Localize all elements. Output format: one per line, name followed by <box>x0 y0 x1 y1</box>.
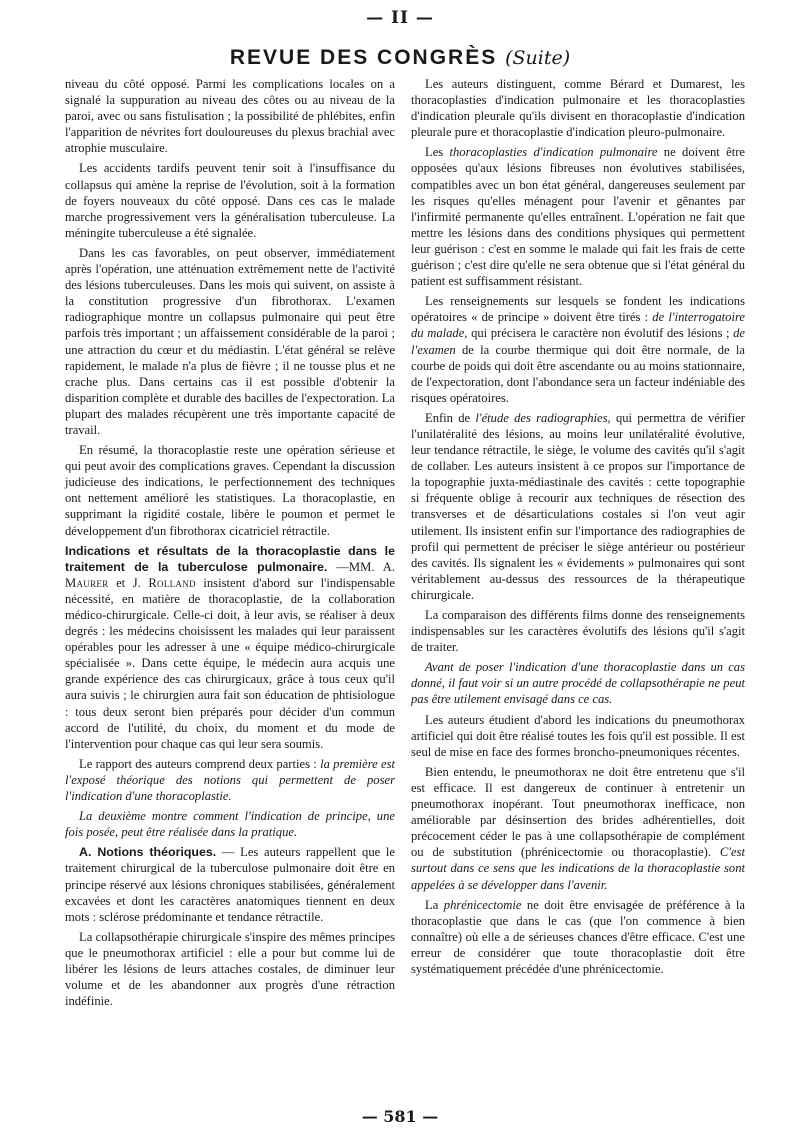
page-number-top: — II — <box>366 8 434 28</box>
paragraph <box>65 756 395 804</box>
text-run: Les <box>425 145 450 160</box>
text-run: — Les auteurs rappellent que le traitement chirurgical de la tuberculose pulmonaire doit être en principe réservé aux lésions chroniques stabilisées, généralement excavées et dont les caractères anatomiques tiennent en deux mots : sclérose prédominante et tendance rétractile. <box>65 845 395 924</box>
text-run: Enfin de <box>425 410 476 425</box>
italic-run: de l'examen <box>411 326 745 357</box>
italic-run: C'est surtout dans ce sens que les indications de la thoracoplastie sont appelées à se développer dans l'avenir. <box>411 845 745 892</box>
text-run: ne doit être envisagée de préférence à la thoracoplastie que dans le cas (que l'on commence à bien connaître) où elle a de sérieuses chances d'être efficace. C'est une erreur de considérer que toute thoracoplastie doit être systématiquement précédée d'une phrénicectomie. <box>411 897 745 976</box>
section-heading: A. Notions théoriques. <box>79 845 217 860</box>
text-run: , qui permettra de vérifier l'unilatéralité des lésions, au moins leur unilatéralité évolutive, leur tendance rétractile, le siège, le volume des cavités qu'il s'agit de collaber. Les auteurs insistent à ce propos sur l'importance de la topographie juxta-médiastinale des cavités : cette topographie si fréquente oblige à recourir aux techniques de résection des transverses et de désarticulations costales si l'on veut agir utilement. Ils insistent enfin sur l'importance des radiographies de profil qui permettent de préciser le siège antérieur ou postérieur des cavités. Ils signalent les « évidements » pulmonaires qui sont véritablement au-dessus des ressources de la thérapeutique chirurgicale. <box>411 410 745 602</box>
paragraph: Dans les cas favorables, on peut observer, immédiatement après l'opération, une atténuation extrêmement nette de l'activité des lésions tuberculeuses. Dans les mois qui suivent, on assiste à la constitution progressive d'un fibrothorax. L'examen radiographique montre un collapsus pulmonaire qui peut être parfois très important ; un affaissement considérable de la paroi ; une attraction du cœur et du médiastin. L'état général se relève rapidement, le malade n'a plus de fièvre ; il ne tousse plus et ne crache plus. Dans certains cas il est possible d'obtenir la disparition complète et durable des bacilles de l'expectoration. La plupart des malades récupèrent une très importante capacité de travail. <box>65 245 395 437</box>
text-run: Bien entendu, le pneumothorax ne doit être entretenu que s'il est efficace. Il est dangereux de continuer à entretenir un pneumothorax inopérant. Tout pneumothorax inefficace, non améliorable par désinsertion des brides adhérentielles, doit précocement céder le pas à une collapsothérapie de complément ou de substitution (phrénicectomie ou thoracoplastie). <box>411 764 745 860</box>
paragraph: niveau du côté opposé. Parmi les complications locales on a signalé la suppuration au niveau des côtes ou au niveau de la paroi, avec ou sans fistulisation ; la possibilité de phlébites, enfin l'apparition de névrites fort douloureuses du plexus brachial avec atrophie musculaire. <box>65 77 395 156</box>
paragraph <box>411 897 745 977</box>
paragraph <box>411 410 745 603</box>
italic-run: phrénicectomie <box>443 897 522 912</box>
italic-run: de l'interrogatoire du malade <box>411 310 746 341</box>
page-number-bottom: — 581 — <box>361 1107 439 1126</box>
paragraph <box>411 144 745 289</box>
paragraph: La collapsothérapie chirurgicale s'inspire des mêmes principes que le pneumothorax artificiel : elle a pour but comme lui de libérer les lésions de leurs attaches costales, de diminuer leur volume et de les abandonner aux progrès d'une rétraction indéfinie. <box>65 929 395 1009</box>
text-run: Le rapport des auteurs comprend deux parties : <box>79 756 321 771</box>
paragraph <box>411 293 745 406</box>
paragraph: Les auteurs distinguent, comme Bérard et Dumarest, les thoracoplasties d'indication pulmonaire et les thoracoplasties d'indication pleurale qu'ils divisent en thoracoplastie d'indication pleurale pure et thoracoplastie d'indication pleuro-pulmonaire. <box>411 77 745 140</box>
paragraph <box>411 764 745 893</box>
text-run: Les renseignements sur lesquels se fondent les indications opératoires « de principe » doivent être tirés : <box>411 294 745 325</box>
italic-run: l'étude des radiographies <box>475 410 608 425</box>
paragraph: La comparaison des différents films donne des renseignements indispensables sur les caractères évolutifs des lésions qu'il s'agit de traiter. <box>411 608 745 655</box>
text-run: et J. <box>108 575 149 590</box>
paragraph <box>65 808 395 840</box>
journal-title-suffix: (Suite) <box>505 47 571 69</box>
paragraph: En résumé, la thoracoplastie reste une opération sérieuse et qui peut avoir des complications graves. Cependant la discussion judicieuse des indications, le perfectionnement des techniques ont nettement amélioré les statistiques. La thoracoplastie, en supprimant la rigidité costale, libère le poumon et permet le développement d'un fibrothorax cicatriciel rétractile. <box>65 443 395 538</box>
author-name: Maurer <box>65 575 109 590</box>
journal-title <box>0 46 800 70</box>
section-paragraph <box>65 543 395 752</box>
journal-title-text: REVUE DES CONGRÈS <box>229 46 498 69</box>
paragraph <box>411 659 745 707</box>
text-run: La <box>425 897 444 912</box>
italic-run: Avant de poser l'indication d'une thoracoplastie dans un cas donné, il faut voir si un autre procédé de collapsothérapie ne peut pas être utilement envisagé dans ce cas. <box>411 660 745 707</box>
section-heading: Indications et résultats de la thoracoplastie dans le traitement de la tuberculose pulmonaire. <box>65 543 395 574</box>
paragraph <box>65 844 395 924</box>
text-run: ne doivent être opposées qu'aux lésions fibreuses non évolutives stabilisées, compatibles avec un bon état général, dangereuses seulement par les risques qu'elles ménagent pour l'avenir et gênantes par l'infirmité permanente qu'elles entraînent. L'opération ne fait que mettre les lésions dans des conditions physiques qui permettent leur guérison : c'est en somme le malade qui fait les frais de cette guérison ; c'est dire qu'elle ne sera obtenue que si l'état général du patient est suffisamment résistant. <box>411 145 745 289</box>
text-run: —MM. A. <box>327 559 396 574</box>
right-column <box>411 76 745 981</box>
text-run: de la courbe thermique qui doit être normale, de la courbe de poids qui doit être ascendante ou au moins stationnaire, de l'expectoration, dont l'abondance sera un facteur indéniable des risques opératoires. <box>411 342 745 405</box>
left-column <box>65 76 395 1013</box>
italic-run: la première est l'exposé théorique des notions qui permettent de poser l'indication d'une thoracoplastie. <box>65 756 395 804</box>
text-run: , qui précisera le caractère non évolutif des lésions ; <box>464 326 734 341</box>
author-name: Rolland <box>148 575 196 590</box>
italic-run: thoracoplasties d'indication pulmonaire <box>449 145 658 160</box>
italic-run: La deuxième montre comment l'indication de principe, une fois posée, peut être réalisée dans la pratique. <box>65 809 395 840</box>
paragraph: Les auteurs étudient d'abord les indications du pneumothorax artificiel qui doit être réalisé toutes les fois qu'il est possible. Il est seul de mise en face des formes broncho-pneumoniques récentes. <box>411 712 745 759</box>
paragraph: Les accidents tardifs peuvent tenir soit à l'insuffisance du collapsus qui amène la reprise de l'évolution, soit à la formation de foyers nouveaux du côté opposé. Dans ces cas le malade marche progressivement vers la généralisation tuberculeuse. La méningite tuberculeuse a été signalée. <box>65 161 395 240</box>
text-run: insistent d'abord sur l'indispensable nécessité, en matière de thoracoplastie, de la collaboration médico-chirurgicale. Celle-ci doit, à leur avis, se réaliser à deux degrés : les médecins choisissent les malades qui leur paraissent opérables pour les adresser à une « équipe médico-chirurgicale spécialisée ». Dans cette équipe, le médecin aura acquis une grande expérience des cas chirurgicaux, grâce à tous ceux qu'il aura suivis ; le chirurgien aura fait son éducation de phtisiologue : tous deux seront bien préparés pour décider d'un commun accord de l'utilité, du choix, du moment et du mode de l'intervention pour chaque cas qui leur sera soumis. <box>65 575 395 751</box>
